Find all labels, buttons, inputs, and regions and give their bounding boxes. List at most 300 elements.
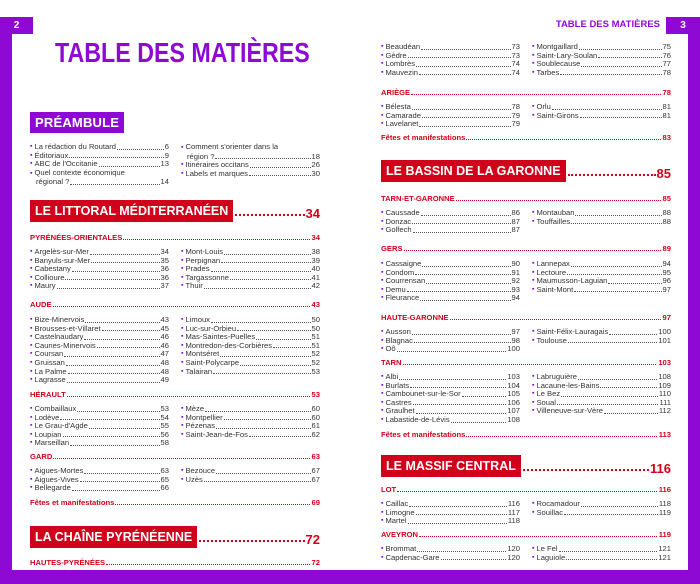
dot-leader bbox=[397, 491, 657, 492]
department-heading-page: 53 bbox=[311, 390, 320, 399]
toc-entry-page: 13 bbox=[160, 159, 169, 169]
toc-entry[interactable] bbox=[181, 282, 320, 291]
toc-entry-page: 100 bbox=[658, 327, 671, 336]
toc-entry-label: Mont-Louis bbox=[185, 247, 224, 256]
dot-leader bbox=[221, 262, 310, 263]
toc-entry-label: Coursan bbox=[34, 349, 64, 359]
dot-leader bbox=[397, 351, 507, 352]
dot-leader bbox=[404, 250, 661, 251]
dot-leader bbox=[220, 356, 310, 357]
toc-entry-label: Uzès bbox=[185, 474, 203, 484]
toc-entry[interactable] bbox=[532, 286, 671, 295]
toc-entry[interactable] bbox=[30, 282, 169, 291]
toc-entry-page: 86 bbox=[511, 208, 520, 217]
bullet-icon: ▪ bbox=[30, 475, 33, 483]
bullet-icon: ▪ bbox=[381, 373, 384, 380]
toc-entry-label: Argelès-sur-Mer bbox=[34, 247, 89, 256]
toc-entry-page: 55 bbox=[160, 421, 169, 431]
toc-entry-label: Prades bbox=[185, 264, 210, 274]
toc-entry-label: Touffailles bbox=[536, 216, 571, 226]
toc-entry-label: Montredon-des-Corbières bbox=[185, 340, 273, 350]
bullet-icon: ▪ bbox=[381, 285, 384, 293]
toc-entry-page: 112 bbox=[658, 406, 671, 416]
chapter-banner-page: 34 bbox=[305, 206, 320, 221]
dot-leader bbox=[422, 117, 511, 118]
chapter-banner[interactable] bbox=[30, 200, 320, 222]
toc-entry-label: Gruissan bbox=[34, 357, 65, 367]
toc-entry-label-cont: régional ? bbox=[36, 177, 70, 187]
toc-entry[interactable] bbox=[30, 439, 169, 448]
toc-entry-page: 79 bbox=[511, 110, 520, 120]
toc-block-entries bbox=[381, 209, 671, 235]
toc-entry-page: 51 bbox=[311, 340, 320, 350]
dot-leader bbox=[441, 559, 507, 560]
toc-entry[interactable] bbox=[381, 345, 520, 354]
toc-entry-label: Brommat bbox=[385, 544, 417, 553]
bullet-icon: ▪ bbox=[381, 381, 384, 389]
toc-entry-page: 51 bbox=[311, 332, 320, 342]
dot-leader bbox=[421, 215, 511, 216]
chapter-banner[interactable] bbox=[381, 455, 671, 477]
toc-entry-label: Donzac bbox=[385, 216, 412, 226]
toc-entry-label: Cassaigne bbox=[385, 259, 422, 268]
toc-entry-label: Condom bbox=[385, 267, 415, 277]
toc-entry[interactable] bbox=[381, 337, 520, 346]
toc-entry[interactable] bbox=[532, 554, 671, 563]
bullet-icon: ▪ bbox=[532, 328, 535, 335]
dot-leader bbox=[237, 330, 310, 331]
toc-entry-label: Combaillaux bbox=[34, 404, 77, 413]
dot-leader bbox=[419, 74, 511, 75]
bullet-icon: ▪ bbox=[381, 226, 384, 234]
bullet-icon: ▪ bbox=[30, 160, 33, 168]
bullet-icon: ▪ bbox=[30, 282, 33, 290]
department-heading[interactable] bbox=[30, 558, 320, 567]
toc-entry-page: 78 bbox=[511, 102, 520, 111]
toc-entry-page: 62 bbox=[311, 429, 320, 439]
bullet-icon: ▪ bbox=[381, 103, 384, 110]
toc-entry[interactable] bbox=[381, 554, 520, 563]
toc-block-entries bbox=[381, 373, 671, 425]
chapter-banner-label: LE LITTORAL MÉDITERRANÉEN bbox=[30, 200, 233, 222]
bullet-icon: ▪ bbox=[181, 467, 184, 474]
entry-columns bbox=[381, 545, 671, 562]
bullet-icon: ▪ bbox=[30, 358, 33, 366]
toc-entry-label: Saint-Mont bbox=[536, 284, 574, 294]
dot-leader bbox=[409, 506, 507, 507]
entry-column-left bbox=[381, 43, 520, 77]
entry-column-left bbox=[381, 500, 520, 526]
bullet-icon: ▪ bbox=[181, 430, 184, 438]
dot-leader bbox=[408, 523, 507, 524]
dot-leader bbox=[224, 419, 311, 420]
toc-entry[interactable] bbox=[181, 368, 320, 377]
dot-leader bbox=[53, 458, 309, 459]
toc-entry-page: 43 bbox=[160, 315, 169, 324]
bullet-icon: ▪ bbox=[381, 260, 384, 267]
department-heading[interactable] bbox=[30, 300, 320, 309]
department-heading[interactable] bbox=[381, 430, 671, 439]
toc-entry-label: Limoux bbox=[185, 315, 210, 324]
toc-entry[interactable] bbox=[532, 337, 671, 346]
dot-leader bbox=[84, 473, 159, 474]
toc-entry[interactable] bbox=[181, 170, 320, 179]
toc-entry[interactable] bbox=[532, 112, 671, 121]
toc-entry-page: 73 bbox=[511, 42, 520, 51]
toc-entry-label: Cambounet-sur-le-Sor bbox=[385, 389, 461, 399]
bullet-icon: ▪ bbox=[381, 43, 384, 50]
toc-entry-page: 50 bbox=[311, 315, 320, 324]
entry-column-right bbox=[532, 43, 671, 77]
bullet-icon: ▪ bbox=[30, 422, 33, 430]
toc-block-dept bbox=[381, 88, 671, 97]
toc-entry-page: 104 bbox=[507, 380, 520, 390]
toc-entry-page: 111 bbox=[659, 397, 671, 407]
bullet-icon: ▪ bbox=[30, 169, 33, 177]
toc-block-box bbox=[30, 112, 320, 133]
dot-leader bbox=[403, 364, 657, 365]
entry-column-left bbox=[381, 373, 520, 425]
dot-leader bbox=[65, 279, 159, 280]
toc-entry-page: 50 bbox=[311, 323, 320, 333]
dot-leader bbox=[416, 514, 507, 515]
toc-entry-page: 97 bbox=[662, 284, 671, 294]
toc-entry[interactable] bbox=[30, 178, 169, 187]
toc-entry-page: 93 bbox=[511, 284, 520, 294]
toc-entry-page: 118 bbox=[658, 499, 671, 508]
section-box[interactable]: PRÉAMBULE bbox=[30, 112, 124, 133]
bullet-icon: ▪ bbox=[30, 143, 33, 150]
toc-entry-page: 97 bbox=[511, 327, 520, 336]
toc-entry-label: Labruguière bbox=[536, 372, 578, 381]
toc-entry-page: 34 bbox=[160, 247, 169, 256]
toc-block-dept bbox=[30, 558, 320, 567]
toc-entry-page: 77 bbox=[662, 59, 671, 69]
bullet-icon: ▪ bbox=[30, 341, 33, 349]
bullet-icon: ▪ bbox=[381, 553, 384, 561]
bullet-icon: ▪ bbox=[532, 381, 535, 389]
department-heading[interactable] bbox=[381, 313, 671, 322]
bullet-icon: ▪ bbox=[532, 103, 535, 110]
toc-entry-page: 46 bbox=[160, 340, 169, 350]
bullet-icon: ▪ bbox=[181, 282, 184, 290]
bullet-icon: ▪ bbox=[30, 405, 33, 412]
toc-entry-label: Lagrasse bbox=[34, 375, 66, 385]
bullet-icon: ▪ bbox=[381, 415, 384, 423]
department-heading[interactable] bbox=[30, 390, 320, 399]
dot-leader bbox=[420, 300, 510, 301]
bullet-icon: ▪ bbox=[381, 390, 384, 398]
toc-entry-page: 67 bbox=[311, 474, 320, 484]
toc-entry[interactable] bbox=[532, 218, 671, 227]
bullet-icon: ▪ bbox=[381, 398, 384, 406]
dot-leader bbox=[407, 291, 511, 292]
toc-entry-page: 73 bbox=[511, 50, 520, 60]
toc-entry-page: 74 bbox=[511, 67, 520, 77]
toc-entry-label: Caunes-Minervois bbox=[34, 340, 96, 350]
bullet-icon: ▪ bbox=[381, 328, 384, 335]
toc-entry-page: 56 bbox=[160, 429, 169, 439]
toc-entry-label: Montpellier bbox=[185, 412, 223, 422]
department-heading[interactable] bbox=[381, 530, 671, 539]
department-heading-label: LOT bbox=[381, 485, 397, 494]
department-heading[interactable] bbox=[381, 358, 671, 367]
dot-leader bbox=[566, 559, 657, 560]
toc-entry-label: Labastide-de-Lévis bbox=[385, 414, 450, 424]
toc-entry-page: 42 bbox=[311, 281, 320, 291]
bullet-icon: ▪ bbox=[532, 285, 535, 293]
toc-entry-page: 109 bbox=[658, 380, 671, 390]
toc-entry-page: 52 bbox=[311, 357, 320, 367]
toc-entry-label: Blagnac bbox=[385, 335, 413, 345]
toc-entry[interactable] bbox=[381, 294, 520, 303]
dot-leader bbox=[224, 254, 310, 255]
toc-entry[interactable] bbox=[532, 509, 671, 518]
toc-entry-label: Camarade bbox=[385, 110, 421, 120]
entry-columns bbox=[381, 373, 671, 425]
entry-column-right bbox=[532, 500, 671, 526]
bullet-icon: ▪ bbox=[532, 398, 535, 406]
toc-block-dept bbox=[381, 313, 671, 322]
toc-entry-label: Saint-Jean-de-Fos bbox=[185, 429, 248, 439]
dot-leader bbox=[419, 536, 657, 537]
chapter-banner[interactable] bbox=[30, 526, 320, 548]
toc-block-dept bbox=[381, 485, 671, 494]
toc-entry[interactable] bbox=[381, 226, 520, 235]
dot-leader bbox=[451, 422, 507, 423]
toc-entry[interactable] bbox=[532, 69, 671, 78]
bullet-icon: ▪ bbox=[532, 260, 535, 267]
toc-entry[interactable] bbox=[181, 476, 320, 485]
dot-leader bbox=[552, 109, 662, 110]
toc-block-dept bbox=[30, 233, 320, 242]
toc-entry-page: 94 bbox=[662, 259, 671, 268]
toc-entry-label: Labels et marques bbox=[185, 168, 248, 178]
dot-leader bbox=[90, 254, 160, 255]
page-title: TABLE DES MATIÈRES bbox=[55, 37, 310, 68]
dot-leader bbox=[413, 232, 511, 233]
toc-entry-label: Montséret bbox=[185, 349, 220, 359]
entry-columns bbox=[381, 260, 671, 303]
toc-entry[interactable] bbox=[381, 120, 520, 129]
bullet-icon: ▪ bbox=[381, 111, 384, 119]
dot-leader bbox=[70, 445, 159, 446]
dot-leader bbox=[249, 175, 311, 176]
bullet-icon: ▪ bbox=[381, 268, 384, 276]
page-frame-left bbox=[0, 17, 12, 584]
dot-leader bbox=[60, 419, 159, 420]
bullet-icon: ▪ bbox=[381, 217, 384, 225]
bullet-icon: ▪ bbox=[381, 545, 384, 552]
bullet-icon: ▪ bbox=[532, 209, 535, 216]
toc-entry-label: Maumusson-Laguian bbox=[536, 276, 608, 286]
toc-entry-page: 88 bbox=[662, 216, 671, 226]
bullet-icon: ▪ bbox=[30, 324, 33, 332]
toc-entry[interactable] bbox=[30, 484, 169, 493]
dot-leader bbox=[415, 274, 510, 275]
toc-entry-page: 96 bbox=[662, 276, 671, 286]
toc-entry-page: 87 bbox=[511, 225, 520, 235]
toc-entry-label: Talairan bbox=[185, 366, 213, 376]
bullet-icon: ▪ bbox=[30, 376, 33, 384]
toc-entry-page: 106 bbox=[507, 397, 520, 407]
toc-entry[interactable] bbox=[532, 407, 671, 416]
dot-leader bbox=[416, 413, 507, 414]
bullet-icon: ▪ bbox=[381, 294, 384, 302]
toc-entry-label: Loupian bbox=[34, 429, 62, 439]
dot-leader bbox=[575, 215, 661, 216]
dot-leader bbox=[416, 66, 511, 67]
dot-leader bbox=[564, 514, 658, 515]
bullet-icon: ▪ bbox=[532, 277, 535, 285]
entry-columns bbox=[30, 143, 320, 187]
entry-column-left bbox=[30, 316, 169, 385]
department-heading-label: Fêtes et manifestations bbox=[381, 133, 466, 142]
page-frame-right bbox=[688, 17, 700, 584]
entry-column-right bbox=[532, 103, 671, 129]
chapter-banner[interactable] bbox=[381, 160, 671, 182]
bullet-icon: ▪ bbox=[30, 316, 33, 323]
toc-entry-page: 61 bbox=[311, 421, 320, 431]
dot-leader bbox=[204, 481, 311, 482]
department-heading[interactable] bbox=[381, 88, 671, 97]
department-heading[interactable] bbox=[30, 233, 320, 242]
bullet-icon: ▪ bbox=[532, 545, 535, 552]
bullet-icon: ▪ bbox=[30, 413, 33, 421]
toc-entry-page: 38 bbox=[311, 247, 320, 256]
bullet-icon: ▪ bbox=[532, 51, 535, 59]
dot-leader bbox=[91, 262, 159, 263]
toc-entry-page: 76 bbox=[662, 50, 671, 60]
toc-entry-page: 94 bbox=[511, 293, 520, 303]
department-heading-label: Fêtes et manifestations bbox=[30, 498, 115, 507]
toc-entry-label: Graulhet bbox=[385, 406, 415, 416]
department-heading-label: GARD bbox=[30, 452, 53, 461]
department-heading-page: 78 bbox=[662, 88, 671, 97]
toc-entry-label: Caussade bbox=[385, 208, 420, 217]
dot-leader bbox=[68, 373, 160, 374]
dot-leader bbox=[557, 404, 659, 405]
bullet-icon: ▪ bbox=[532, 68, 535, 76]
toc-entry-label: Mas-Saintes-Puelles bbox=[185, 332, 256, 342]
toc-entry-label: Mèze bbox=[185, 404, 205, 413]
toc-entry-page: 120 bbox=[507, 552, 520, 562]
bullet-icon: ▪ bbox=[30, 484, 33, 492]
entry-column-right bbox=[532, 209, 671, 235]
toc-entry-label: La rédaction du Routard bbox=[34, 142, 116, 151]
bullet-icon: ▪ bbox=[532, 373, 535, 380]
department-heading-label: TARN-ET-GARONNE bbox=[381, 194, 455, 203]
toc-entry[interactable] bbox=[381, 416, 520, 425]
toc-block-dept bbox=[381, 194, 671, 203]
dot-leader bbox=[102, 330, 160, 331]
department-heading[interactable] bbox=[381, 133, 671, 142]
bullet-icon: ▪ bbox=[381, 51, 384, 59]
toc-block-dept bbox=[381, 430, 671, 439]
dot-leader bbox=[561, 396, 658, 397]
toc-block-entries bbox=[30, 316, 320, 385]
toc-entry-label: Villeneuve-sur-Vère bbox=[536, 406, 604, 416]
dot-leader bbox=[216, 428, 311, 429]
bullet-icon: ▪ bbox=[181, 333, 184, 341]
toc-block-entries bbox=[381, 260, 671, 303]
toc-entry-page: 110 bbox=[658, 389, 671, 399]
toc-entry-page: 105 bbox=[507, 389, 520, 399]
toc-entry-label: Albi bbox=[385, 372, 399, 381]
dot-leader bbox=[77, 411, 159, 412]
toc-entry-page: 60 bbox=[311, 412, 320, 422]
dot-leader bbox=[67, 382, 160, 383]
toc-block-dept bbox=[30, 390, 320, 399]
toc-entry-label: Castelnaudary bbox=[34, 332, 84, 342]
department-heading[interactable] bbox=[381, 244, 671, 253]
toc-entry-label: Saint-Girons bbox=[536, 110, 579, 120]
toc-entry-page: 46 bbox=[160, 332, 169, 342]
entry-column-left bbox=[381, 328, 520, 354]
toc-block-dept bbox=[30, 452, 320, 461]
toc-entry-label: Bélesta bbox=[385, 102, 411, 111]
toc-entry-page: 39 bbox=[311, 255, 320, 265]
toc-block-entries bbox=[30, 405, 320, 448]
department-heading[interactable] bbox=[30, 452, 320, 461]
toc-entry-label: Beaudéan bbox=[385, 42, 421, 51]
entry-columns bbox=[381, 328, 671, 354]
toc-block-dept bbox=[381, 358, 671, 367]
toc-entry[interactable] bbox=[30, 376, 169, 385]
toc-entry-label: Luc-sur-Orbieu bbox=[185, 323, 237, 333]
toc-entry[interactable] bbox=[381, 69, 520, 78]
dot-leader bbox=[462, 396, 507, 397]
toc-entry-label: Brousses-et-Villaret bbox=[34, 323, 101, 333]
toc-entry-page: 107 bbox=[507, 406, 520, 416]
toc-entry[interactable] bbox=[181, 431, 320, 440]
department-heading[interactable] bbox=[30, 498, 320, 507]
toc-entry-label: Fleurance bbox=[385, 293, 420, 303]
toc-entry-page: 40 bbox=[311, 264, 320, 274]
department-heading-label: Fêtes et manifestations bbox=[381, 430, 466, 439]
toc-entry-page: 95 bbox=[662, 267, 671, 277]
dot-leader bbox=[199, 540, 304, 542]
toc-entry-label: Lombrès bbox=[385, 59, 416, 69]
chapter-banner-label: LE BASSIN DE LA GARONNE bbox=[381, 160, 566, 182]
entry-column-right bbox=[181, 316, 320, 385]
department-heading[interactable] bbox=[381, 485, 671, 494]
toc-entry[interactable] bbox=[381, 517, 520, 526]
toc-entry-page: 75 bbox=[662, 42, 671, 51]
toc-entry-page: 37 bbox=[160, 281, 169, 291]
department-heading-label: PYRÉNÉES-ORIENTALES bbox=[30, 233, 123, 242]
entry-column-left bbox=[30, 405, 169, 448]
toc-entry-page: 116 bbox=[507, 499, 520, 508]
toc-entry-label: ABC de l'Occitanie bbox=[34, 159, 98, 169]
toc-entry-label: Soublecause bbox=[536, 59, 581, 69]
dot-leader bbox=[211, 322, 311, 323]
toc-entry-page: 78 bbox=[662, 67, 671, 77]
dot-leader bbox=[568, 342, 657, 343]
entry-column-left bbox=[30, 143, 169, 187]
chapter-banner-label: LE MASSIF CENTRAL bbox=[381, 455, 521, 477]
department-heading-label: ARIÈGE bbox=[381, 88, 411, 97]
bullet-icon: ▪ bbox=[532, 217, 535, 225]
toc-entry-label: La Palme bbox=[34, 366, 67, 376]
dot-leader bbox=[85, 322, 159, 323]
department-heading[interactable] bbox=[381, 194, 671, 203]
toc-entry-page: 119 bbox=[658, 507, 671, 517]
bullet-icon: ▪ bbox=[532, 111, 535, 119]
dot-leader bbox=[249, 436, 311, 437]
dot-leader bbox=[205, 411, 310, 412]
chapter-banner-page: 85 bbox=[656, 166, 671, 181]
